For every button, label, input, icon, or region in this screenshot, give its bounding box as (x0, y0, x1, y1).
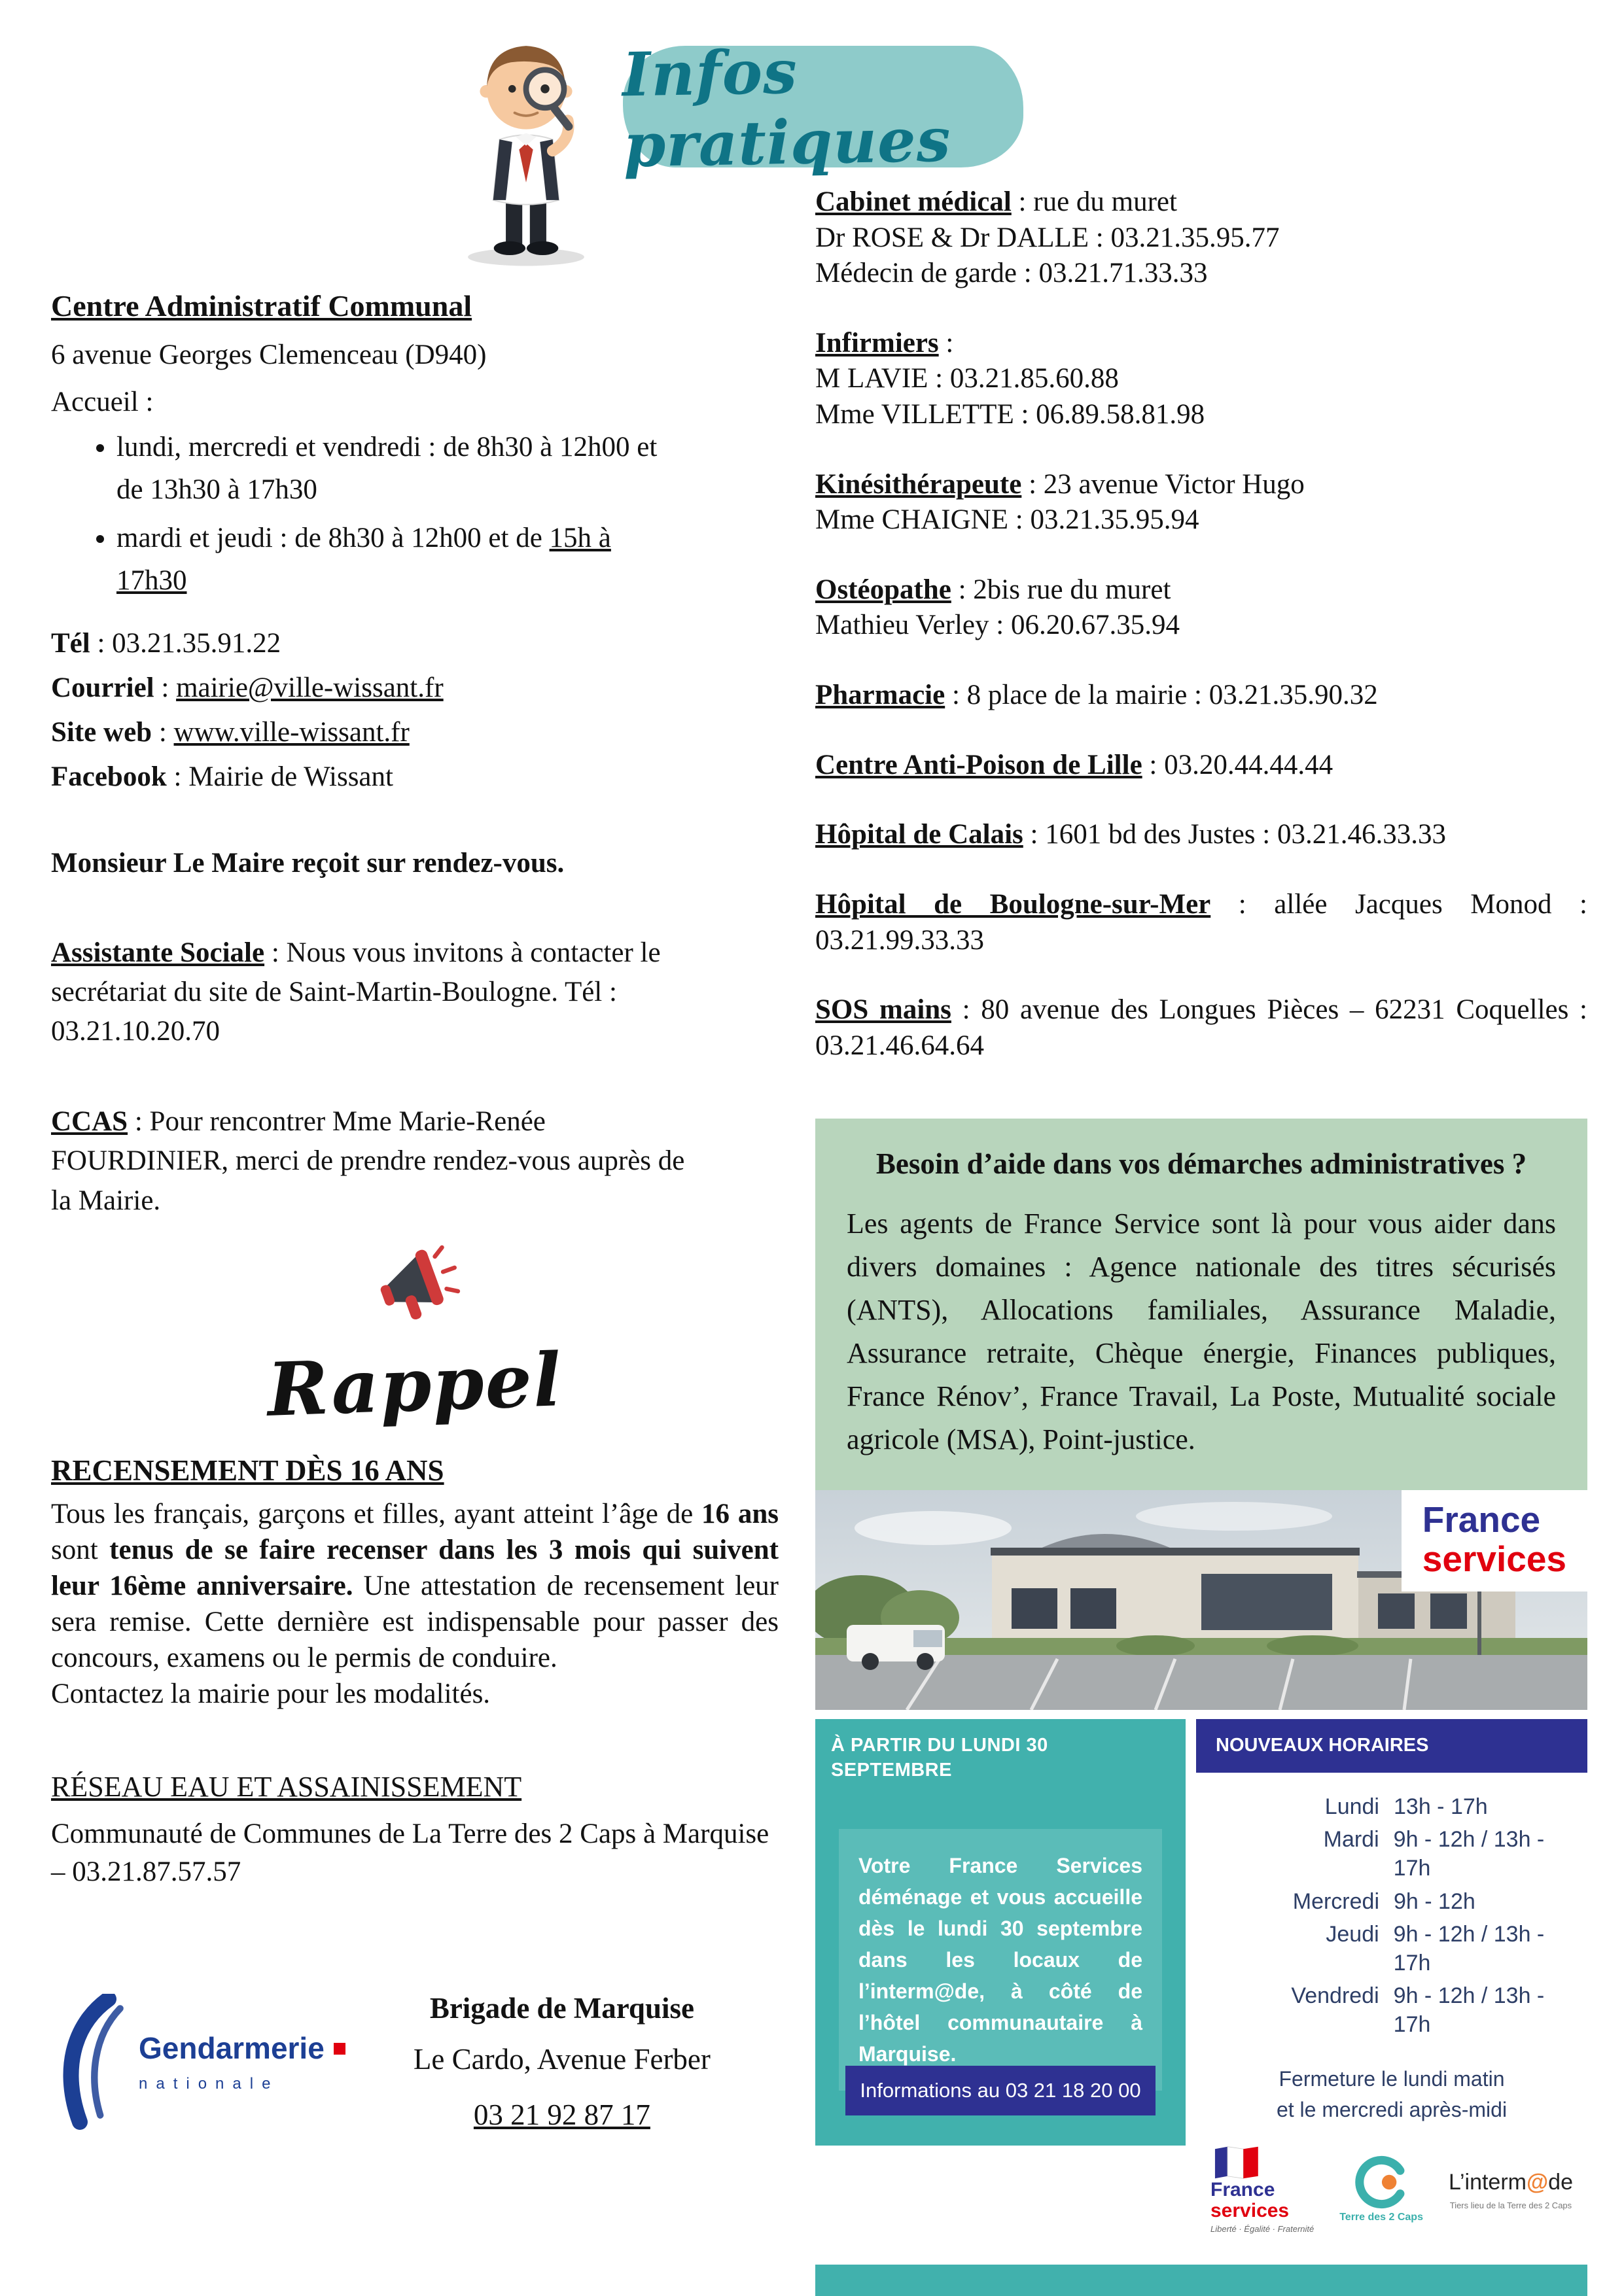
website-link[interactable]: www.ville-wissant.fr (173, 717, 410, 748)
ccas-paragraph: CCAS : Pour rencontrer Mme Marie-Renée FOURDINIER, merci de prendre rendez-vous auprès de la Mairie. (51, 1106, 685, 1216)
email-line: Courriel : mairie@ville-wissant.fr (51, 672, 444, 704)
magnifier-man-illustration (450, 12, 602, 272)
france-services-mini-logo: France services Liberté · Égalité · Fraternité (1210, 2146, 1314, 2234)
hours-item: • mardi et jeudi : de 8h30 à 12h00 et de 15h à 17h30 (116, 517, 679, 602)
brigade-name: Brigade de Marquise (429, 1991, 694, 2025)
contact-cabinet-medical: Cabinet médical : rue du muret Dr ROSE & Dr DALLE : 03.21.35.95.77 Médecin de garde : 03.21.71.33.33 (815, 186, 1280, 289)
france-services-help-box (815, 1119, 1587, 1490)
infos-pratiques-badge (622, 36, 1023, 181)
closure-note: Fermeture le lundi matin et le mercredi après-midi (1276, 2067, 1508, 2121)
rappel-title: Rappel (266, 1336, 564, 1433)
gendarmerie-wordmark: Gendarmerie nationale (139, 2028, 345, 2094)
gendarmerie-flame-icon (51, 1994, 130, 2130)
recensement-contact-line: Contactez la mairie pour les modalités. (51, 1678, 491, 1709)
admin-address: 6 avenue Georges Clemenceau (D940) (51, 339, 487, 370)
assistante-sociale-paragraph: Assistante Sociale : Nous vous invitons à contacter le secrétariat du site de Saint-Martin-Boulogne. Tél : 03.21.10.20.70 (51, 937, 661, 1047)
brigade-phone: 03 21 92 87 17 (473, 2098, 650, 2131)
bottom-teal-strip (815, 2265, 1587, 2296)
moving-notice-panel (815, 1719, 1186, 2146)
gendarmerie-block (51, 1989, 779, 2134)
megaphone-illustration (51, 1244, 779, 1334)
maire-notice: Monsieur Le Maire reçoit sur rendez-vous. (51, 847, 565, 878)
contact-hopital-boulogne: Hôpital de Boulogne-sur-Mer : allée Jacques Monod : 03.21.99.33.33 (815, 888, 1587, 956)
email-link[interactable]: mairie@ville-wissant.fr (176, 672, 444, 704)
left-column (51, 287, 779, 2134)
badge-title: Infos pratiques (622, 36, 952, 181)
right-column (815, 184, 1587, 2235)
at-sign-icon: @ (1527, 2170, 1549, 2195)
red-square-icon (334, 2043, 345, 2055)
moving-notice-message: Votre France Services déménage et vous accueille dès le lundi 30 septembre dans les locaux de l’interm@de, à côté de l’hôtel communautaire à Marquise. (839, 1829, 1162, 2091)
help-box-body: Les agents de France Service sont là pour vous aider dans divers domaines : Agence nationale des titres sécurisés (ANTS), Allocations familiales, Assurance Maladie, Assurance retraite, Chèque énergie, Finances publiques, France Rénov’, France Travail, La Poste, Mutualité sociale agricole (MSA), Point-justice. (847, 1208, 1556, 1456)
info-phone-banner: Informations au 03 21 18 20 00 (845, 2066, 1156, 2115)
france-services-photo (815, 1490, 1587, 1710)
french-flag-icon (1210, 2146, 1262, 2180)
contact-hopital-calais: Hôpital de Calais : 1601 bd des Justes : 03.21.46.33.33 (815, 819, 1446, 850)
caps-c-icon (1354, 2155, 1409, 2210)
contact-sos-mains: SOS mains : 80 avenue des Longues Pièces – 62231 Coquelles : 03.21.46.64.64 (815, 994, 1587, 1061)
admin-title: Centre Administratif Communal (51, 289, 472, 322)
intermode-logo: L’interm@de Tiers lieu de la Terre des 2 Caps (1448, 2170, 1573, 2211)
ccas-label: CCAS (51, 1106, 128, 1138)
reseau-title: RÉSEAU EAU ET ASSAINISSEMENT (51, 1770, 522, 1803)
website-line: Site web : www.ville-wissant.fr (51, 717, 410, 748)
help-box-title: Besoin d’aide dans vos démarches administratives ? (875, 1147, 1527, 1181)
terre-des-2-caps-logo: Terre des 2 Caps (1339, 2155, 1423, 2225)
assistante-label: Assistante Sociale (51, 937, 265, 968)
brigade-info (345, 1989, 779, 2134)
hours-underlined-part: 15h à 17h30 (116, 523, 611, 596)
facebook-line: Facebook : Mairie de Wissant (51, 761, 393, 793)
brigade-address: Le Cardo, Avenue Ferber (413, 2043, 711, 2076)
accueil-label: Accueil : (51, 387, 154, 418)
recensement-paragraph: Tous les français, garçons et filles, ayant atteint l’âge de 16 ans sont tenus de se faire recenser dans les 3 mois qui suivent leur 16ème anniversaire. Une attestation de recensement leur sera remise. Cette dernière est indispensable pour passer des concours, examens ou le permis de conduire. (51, 1498, 779, 1673)
new-hours-panel (1196, 1719, 1587, 2235)
france-services-logo: France services (1402, 1490, 1587, 1592)
schedule-row: Mercredi 9h - 12h (1292, 1888, 1475, 1914)
contact-pharmacie: Pharmacie : 8 place de la mairie : 03.21.35.90.32 (815, 680, 1378, 711)
moving-notice-header: À PARTIR DU LUNDI 30 SEPTEMBRE (831, 1735, 1048, 1781)
schedule-row: Lundi 13h - 17h (1324, 1794, 1488, 1819)
megaphone-icon (366, 1244, 464, 1324)
reseau-text: Communauté de Communes de La Terre des 2 Caps à Marquise – 03.21.87.57.57 (51, 1818, 769, 1887)
schedule-row: Mardi 9h - 12h / 13h - 17h (1323, 1827, 1545, 1881)
new-hours-header: NOUVEAUX HORAIRES (1196, 1719, 1587, 1773)
hours-item: • lundi, mercredi et vendredi : de 8h30 à 12h00 et de 13h30 à 17h30 (116, 426, 679, 511)
horaires-section (815, 1719, 1587, 2235)
partner-logos-row (1196, 2146, 1587, 2234)
recensement-title: RECENSEMENT DÈS 16 ANS (51, 1454, 444, 1487)
contact-kinesitherapeute: Kinésithérapeute : 23 avenue Victor Hugo Mme CHAIGNE : 03.21.35.95.94 (815, 468, 1305, 536)
contact-infirmiers: Infirmiers : M LAVIE : 03.21.85.60.88 Mme VILLETTE : 06.89.58.81.98 (815, 327, 1205, 430)
phone-line: Tél : 03.21.35.91.22 (51, 628, 281, 659)
schedule-table (1196, 1792, 1587, 2044)
schedule-row: Vendredi 9h - 12h / 13h - 17h (1291, 1983, 1545, 2038)
magnifier-man-icon (450, 12, 602, 272)
gendarmerie-logo (51, 1994, 345, 2130)
contact-osteopathe: Ostéopathe : 2bis rue du muret Mathieu Verley : 06.20.67.35.94 (815, 574, 1180, 641)
schedule-row: Jeudi 9h - 12h / 13h - 17h (1326, 1921, 1545, 1975)
contact-anti-poison: Centre Anti-Poison de Lille : 03.20.44.44.44 (815, 749, 1333, 780)
opening-hours-list (51, 426, 679, 602)
